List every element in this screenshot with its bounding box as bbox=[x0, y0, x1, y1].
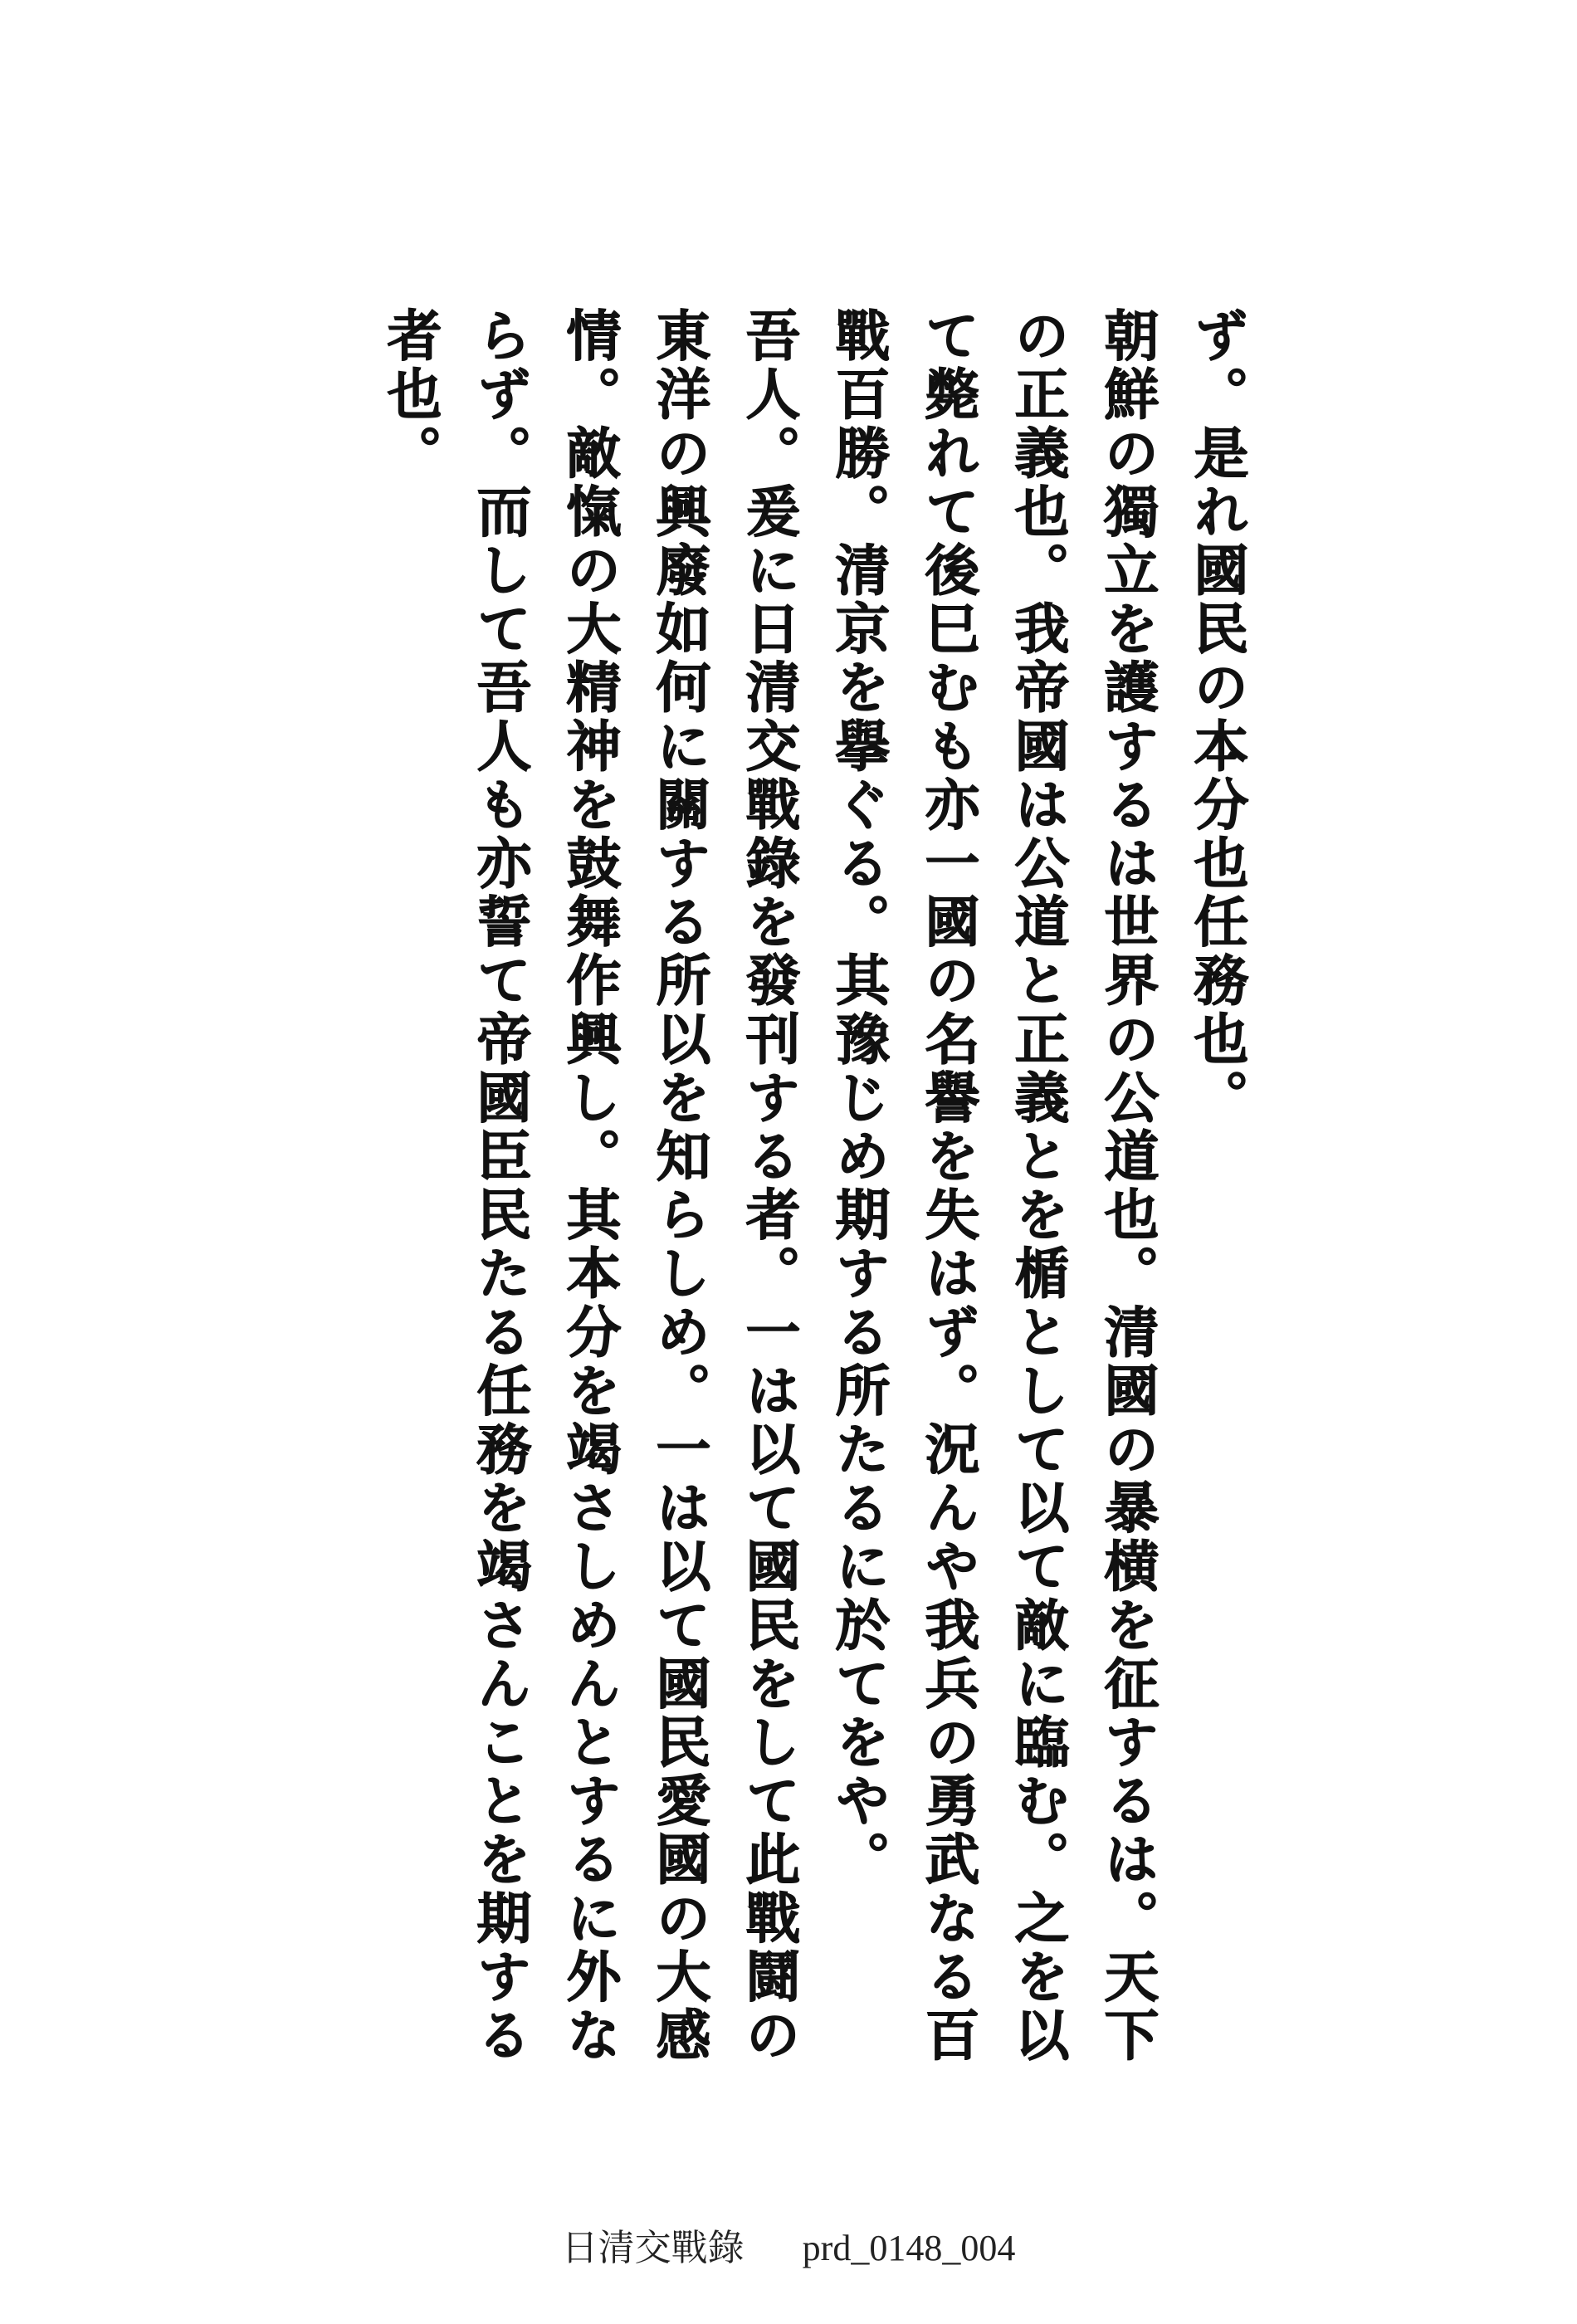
text-line-3: の正義也。我帝國は公道と正義とを楯として以て敵に臨む。之を以 bbox=[1005, 307, 1070, 2065]
text-line-6: 吾人。爰に日清交戰錄を發刊する者。一は以て國民をして此戰鬪の bbox=[736, 307, 801, 2065]
text-line-7: 東洋の興廢如何に關する所以を知らしめ。一は以て國民愛國の大感 bbox=[647, 307, 711, 2065]
text-line-2: 朝鮮の獨立を護するは世界の公道也。清國の暴横を征するは。天下 bbox=[1095, 307, 1160, 2065]
footer-title: 日清交戰錄 bbox=[561, 2228, 745, 2268]
text-line-8: 情。敵愾の大精神を鼓舞作興し。其本分を竭さしめんとするに外な bbox=[557, 307, 622, 2065]
footer-page-id: prd_0148_004 bbox=[802, 2228, 1016, 2268]
text-line-4: て斃れて後巳むも亦一國の名譽を失はず。況んや我兵の勇武なる百 bbox=[915, 307, 980, 2065]
text-line-9: らず。而して吾人も亦誓て帝國臣民たる任務を竭さんことを期する bbox=[467, 307, 532, 2065]
body-text bbox=[282, 307, 1262, 2092]
text-line-1: ず。是れ國民の本分也任務也。 bbox=[1184, 307, 1249, 1128]
text-line-5: 戰百勝。清京を擧ぐる。其豫じめ期する所たるに於てをや。 bbox=[826, 307, 891, 1890]
text-line-10: 者也。 bbox=[378, 307, 442, 483]
page-footer bbox=[0, 2218, 1577, 2271]
